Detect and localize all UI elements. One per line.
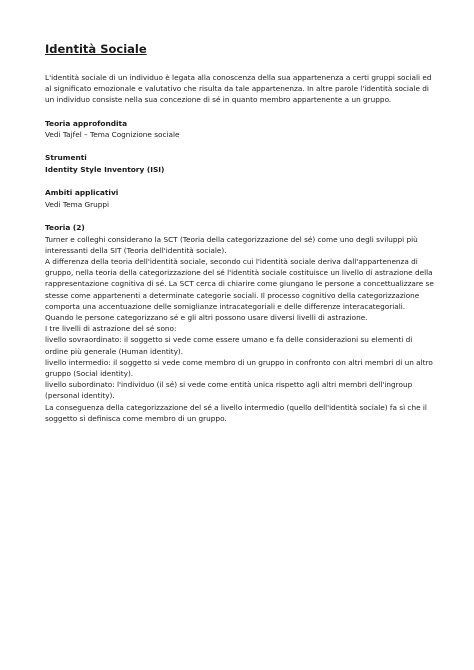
section-line: (personal identity).: [45, 391, 115, 401]
section-line: gruppo, nella teoria della categorizzazione del sé l'identità sociale costituisce un livello di astrazione della: [45, 268, 433, 278]
page-title: Identità Sociale: [45, 42, 147, 56]
section-strumenti: [45, 152, 437, 175]
section-line: Turner e colleghi considerano la SCT (Teoria della categorizzazione del sé) come uno degli sviluppi più: [45, 234, 418, 244]
section-line: I tre livelli di astrazione del sé sono:: [45, 324, 177, 334]
document-content: [45, 42, 437, 424]
section-line: A differenza della teoria dell'identità sociale, secondo cui l'identità sociale deriva dall'appartenenza di: [45, 256, 418, 266]
section-ambiti-applicativi: [45, 187, 437, 210]
section-line: La conseguenza della categorizzazione del sé a livello intermedio (quello dell'identità sociale) fa sì che il: [45, 402, 427, 412]
section-line: livello sovraordinato: il soggetto si vede come essere umano e fa delle considerazioni su elementi di: [45, 335, 413, 345]
section-line: stesse come appartenenti a determinate categorie sociali. Il processo cognitivo della categorizzazione: [45, 290, 420, 300]
section-line-bold: Identity Style Inventory (ISI): [45, 164, 165, 174]
section-line: comporta una accentuazione delle somiglianze intracategoriali e delle differenze interacategoriali.: [45, 301, 406, 311]
section-line: livello intermedio: il soggetto si vede come membro di un gruppo in confronto con altri membri di un altro: [45, 357, 433, 367]
section-line: soggetto si definisca come membro di un gruppo.: [45, 413, 227, 423]
section-line: Vedi Tema Gruppi: [45, 199, 110, 209]
section-teoria-2: [45, 222, 437, 424]
section-line: interessanti della SIT (Teoria dell'identità sociale).: [45, 245, 227, 255]
section-line: livello subordinato: l'individuo (il sé) si vede come entità unica rispetto agli altri membri dell'ingroup: [45, 380, 413, 390]
section-line: rappresentazione cognitiva di sé. La SCT cerca di chiarire come giungano le persone a concettualizzare se: [45, 279, 434, 289]
section-line: gruppo (Social identity).: [45, 368, 134, 378]
section-teoria-approfondita: [45, 118, 437, 141]
intro-line: un individuo consiste nella sua concezione di sé in quanto membro appartenente a un gruppo.: [45, 95, 392, 105]
section-heading: Ambiti applicativi: [45, 188, 119, 198]
intro-line: L'identità sociale di un individuo è legata alla conoscenza della sua appartenenza a certi gruppi sociali ed: [45, 73, 432, 82]
section-line: Quando le persone categorizzano sé e gli altri possono usare diversi livelli di astrazione.: [45, 312, 368, 322]
section-line: ordine più generale (Human identity).: [45, 346, 184, 356]
section-heading: Teoria approfondita: [45, 118, 128, 128]
section-heading: Strumenti: [45, 153, 87, 163]
intro-paragraph: [45, 72, 437, 106]
section-heading: Teoria (2): [45, 223, 85, 233]
intro-line: al significato emozionale e valutativo che risulta da tale appartenenza. In altre parole l'identità sociale di: [45, 84, 429, 94]
section-line: Vedi Tajfel – Tema Cognizione sociale: [45, 130, 180, 140]
